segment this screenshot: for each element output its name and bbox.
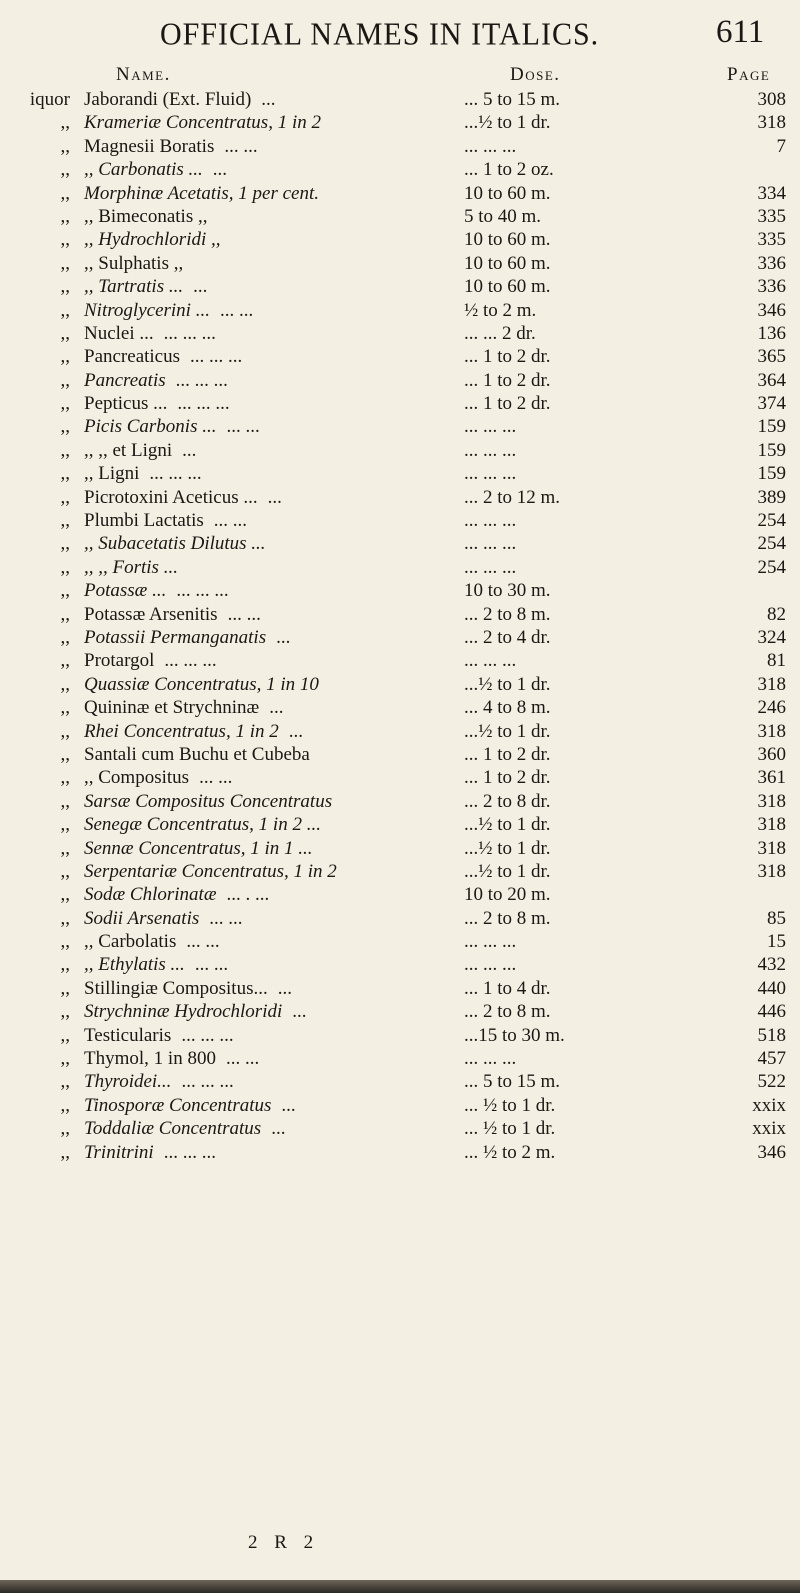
- list-item: [0, 696, 800, 719]
- entry-leader-dots: ... . ...: [226, 884, 270, 906]
- entry-prefix: ,,: [60, 837, 70, 859]
- list-item: [0, 579, 800, 602]
- page-header: [0, 14, 800, 58]
- entry-dose: 10 to 20 m.: [464, 884, 551, 906]
- entry-prefix: ,,: [60, 229, 70, 251]
- entry-page: 318: [757, 837, 786, 859]
- entry-page: 522: [757, 1071, 786, 1093]
- entry-page: 254: [757, 533, 786, 555]
- list-item: [0, 158, 800, 181]
- entry-prefix: ,,: [60, 626, 70, 648]
- entry-leader-dots: ...: [267, 486, 282, 508]
- entry-name: ,, Sulphatis ,,: [84, 252, 184, 274]
- list-item: [0, 415, 800, 438]
- entry-page: 254: [757, 510, 786, 532]
- entry-prefix: ,,: [60, 1094, 70, 1116]
- entry-page: 318: [757, 790, 786, 812]
- entry-name: Picrotoxini Aceticus ...: [84, 486, 258, 508]
- entry-dose: ... 1 to 2 dr.: [464, 767, 551, 789]
- list-item: [0, 673, 800, 696]
- entry-dose: ... 2 to 12 m.: [464, 486, 561, 508]
- entry-name: ,, Ligni: [84, 463, 140, 485]
- entry-prefix: ,,: [60, 276, 70, 298]
- entry-page: 159: [757, 416, 786, 438]
- entry-dose: ... 5 to 15 m.: [464, 1071, 561, 1093]
- entry-name: ,, ,, et Ligni: [84, 439, 173, 461]
- column-header-name: Name.: [116, 64, 171, 85]
- column-header-dose: Dose.: [510, 64, 561, 85]
- entry-name: ,, Carbonatis ...: [84, 159, 203, 181]
- entry-leader-dots: ... ...: [226, 416, 260, 438]
- list-item: [0, 369, 800, 392]
- entry-prefix: ,,: [60, 1024, 70, 1046]
- entry-name: Magnesii Boratis: [84, 135, 215, 157]
- entry-dose: ... ... ...: [464, 416, 517, 438]
- entry-page: 335: [757, 229, 786, 251]
- entry-name: ,, Tartratis ...: [84, 276, 184, 298]
- list-item: [0, 345, 800, 368]
- entry-prefix: ,,: [60, 860, 70, 882]
- entry-name: Sennæ Concentratus, 1 in 1 ...: [84, 837, 313, 859]
- entry-page: 308: [757, 89, 786, 110]
- list-item: [0, 486, 800, 509]
- entry-name: Serpentariæ Concentratus, 1 in 2: [84, 860, 337, 882]
- entry-leader-dots: ...: [271, 1118, 286, 1140]
- entry-prefix: ,,: [60, 977, 70, 999]
- entry-leader-dots: ...: [292, 1001, 307, 1023]
- list-item: [0, 813, 800, 836]
- page-number: 611: [716, 14, 765, 50]
- entry-name: ,, Ethylatis ...: [84, 954, 185, 976]
- entry-prefix: ,,: [60, 673, 70, 695]
- entry-dose: ... 5 to 15 m.: [464, 89, 561, 110]
- entry-leader-dots: ...: [276, 626, 291, 648]
- list-item: [0, 603, 800, 626]
- list-item: [0, 299, 800, 322]
- entry-page: 335: [757, 205, 786, 227]
- entry-leader-dots: ... ... ...: [181, 1024, 234, 1046]
- entry-prefix: ,,: [60, 790, 70, 812]
- entry-dose: ...15 to 30 m.: [464, 1024, 565, 1046]
- entry-page: 318: [757, 673, 786, 695]
- entry-dose: ... ... ...: [464, 439, 517, 461]
- entry-list: [0, 88, 800, 1164]
- entry-name: Nuclei ...: [84, 322, 154, 344]
- entry-dose: ... 1 to 2 dr.: [464, 346, 551, 368]
- entry-name: Rhei Concentratus, 1 in 2: [84, 720, 279, 742]
- entry-page: xxix: [752, 1118, 786, 1140]
- entry-page: 374: [757, 393, 786, 415]
- entry-prefix: ,,: [60, 580, 70, 602]
- entry-dose: ... 1 to 2 dr.: [464, 369, 551, 391]
- entry-name: Sarsæ Compositus Concentratus: [84, 790, 333, 812]
- entry-prefix: ,,: [60, 393, 70, 415]
- list-item: [0, 392, 800, 415]
- entry-page: 365: [757, 346, 786, 368]
- list-item: [0, 556, 800, 579]
- list-item: [0, 1141, 800, 1164]
- entry-page: 85: [767, 907, 786, 929]
- entry-name: Potassæ ...: [84, 580, 167, 602]
- list-item: [0, 626, 800, 649]
- entry-name: Toddaliæ Concentratus: [84, 1118, 262, 1140]
- list-item: [0, 977, 800, 1000]
- entry-page: 518: [757, 1024, 786, 1046]
- entry-prefix: ,,: [60, 322, 70, 344]
- list-item: [0, 135, 800, 158]
- entry-name: ,, Compositus: [84, 767, 190, 789]
- list-item: [0, 743, 800, 766]
- entry-dose: ... 2 to 8 m.: [464, 1001, 551, 1023]
- running-title: OFFICIAL NAMES IN ITALICS.: [160, 17, 600, 52]
- entry-dose: ...½ to 1 dr.: [464, 837, 551, 859]
- entry-dose: ... 2 to 8 m.: [464, 907, 551, 929]
- list-item: [0, 860, 800, 883]
- entry-dose: ...½ to 1 dr.: [464, 112, 551, 134]
- entry-leader-dots: ...: [261, 89, 276, 110]
- entry-dose: 10 to 60 m.: [464, 252, 551, 274]
- signature-mark: 2 R 2: [248, 1532, 320, 1553]
- entry-name: Plumbi Lactatis: [84, 510, 204, 532]
- entry-leader-dots: ... ...: [186, 931, 220, 953]
- entry-dose: ... ½ to 2 m.: [464, 1141, 556, 1163]
- entry-dose: 10 to 60 m.: [464, 182, 551, 204]
- entry-name: Pepticus ...: [84, 393, 168, 415]
- entry-dose: ... ... ...: [464, 931, 517, 953]
- entry-dose: ... ½ to 1 dr.: [464, 1094, 556, 1116]
- entry-dose: ...½ to 1 dr.: [464, 814, 551, 836]
- entry-prefix: ,,: [60, 954, 70, 976]
- entry-page: 360: [757, 743, 786, 765]
- entry-dose: ... ... ...: [464, 510, 517, 532]
- entry-leader-dots: ... ...: [227, 603, 261, 625]
- list-item: [0, 275, 800, 298]
- entry-name: Sodii Arsenatis: [84, 907, 200, 929]
- entry-leader-dots: ...: [212, 159, 228, 181]
- list-item: [0, 1117, 800, 1140]
- entry-leader-dots: ...: [182, 439, 197, 461]
- entry-page: 246: [757, 697, 786, 719]
- list-item: [0, 790, 800, 813]
- entry-leader-dots: ... ...: [209, 907, 243, 929]
- entry-page: 82: [767, 603, 786, 625]
- entry-leader-dots: ...: [269, 697, 284, 719]
- entry-prefix: ,,: [60, 182, 70, 204]
- list-item: [0, 532, 800, 555]
- entry-leader-dots: ... ...: [224, 135, 258, 157]
- entry-name: Trinitrini: [84, 1141, 154, 1163]
- entry-dose: ... 2 to 8 dr.: [464, 790, 551, 812]
- entry-name: Krameriæ Concentratus, 1 in 2: [84, 112, 321, 134]
- entry-name: Picis Carbonis ...: [84, 416, 217, 438]
- list-item: [0, 720, 800, 743]
- entry-page: 446: [757, 1001, 786, 1023]
- entry-dose: ... 1 to 2 dr.: [464, 393, 551, 415]
- entry-prefix: ,,: [60, 697, 70, 719]
- list-item: [0, 953, 800, 976]
- list-item: [0, 837, 800, 860]
- list-item: [0, 930, 800, 953]
- entry-page: 361: [757, 767, 786, 789]
- list-item: [0, 462, 800, 485]
- entry-name: Thyroidei...: [84, 1071, 172, 1093]
- entry-dose: ... 2 to 8 m.: [464, 603, 551, 625]
- entry-name: Potassii Permanganatis: [84, 626, 267, 648]
- list-item: [0, 509, 800, 532]
- entry-name: Santali cum Buchu et Cubeba: [84, 743, 310, 765]
- entry-leader-dots: ... ... ...: [163, 322, 216, 344]
- entry-dose: ... ... ...: [464, 650, 517, 672]
- list-item: [0, 228, 800, 251]
- entry-prefix: ,,: [60, 463, 70, 485]
- column-header-page: Page: [727, 64, 771, 85]
- entry-name: Quassiæ Concentratus, 1 in 10: [84, 673, 319, 695]
- entry-page: xxix: [752, 1094, 786, 1116]
- entry-page: 318: [757, 860, 786, 882]
- entry-name: ,, ,, Fortis ...: [84, 556, 178, 578]
- entry-page: 336: [757, 276, 786, 298]
- entry-prefix: ,,: [60, 884, 70, 906]
- entry-dose: ... 1 to 2 oz.: [464, 159, 554, 181]
- entry-prefix: ,,: [60, 767, 70, 789]
- entry-leader-dots: ... ... ...: [190, 346, 243, 368]
- entry-leader-dots: ... ...: [219, 299, 254, 321]
- entry-prefix: ,,: [60, 252, 70, 274]
- entry-dose: ... 4 to 8 m.: [464, 697, 551, 719]
- list-item: [0, 88, 800, 111]
- entry-dose: ... ... ...: [464, 463, 517, 485]
- entry-name: Strychninæ Hydrochloridi: [84, 1001, 283, 1023]
- entry-dose: ... ... ...: [464, 1048, 517, 1070]
- entry-prefix: ,,: [60, 1071, 70, 1093]
- entry-dose: 5 to 40 m.: [464, 205, 542, 227]
- entry-leader-dots: ...: [288, 720, 303, 742]
- entry-prefix: ,,: [60, 533, 70, 555]
- entry-leader-dots: ... ... ...: [164, 650, 217, 672]
- list-item: [0, 1024, 800, 1047]
- entry-name: ,, Hydrochloridi ,,: [84, 229, 221, 251]
- list-item: [0, 182, 800, 205]
- entry-prefix: ,,: [60, 486, 70, 508]
- entry-page: 346: [757, 1141, 786, 1163]
- entry-dose: 10 to 60 m.: [464, 229, 551, 251]
- entry-dose: 10 to 60 m.: [464, 276, 551, 298]
- list-item: [0, 1094, 800, 1117]
- entry-dose: ½ to 2 m.: [464, 299, 537, 321]
- entry-prefix: ,,: [60, 1141, 70, 1163]
- entry-prefix: ,,: [60, 346, 70, 368]
- entry-dose: ...½ to 1 dr.: [464, 860, 551, 882]
- entry-leader-dots: ...: [277, 977, 292, 999]
- list-item: [0, 439, 800, 462]
- entry-page: 254: [757, 556, 786, 578]
- entry-prefix: ,,: [60, 135, 70, 157]
- entry-prefix: ,,: [60, 510, 70, 532]
- entry-page: 318: [757, 112, 786, 134]
- entry-name: Stillingiæ Compositus...: [84, 977, 268, 999]
- entry-page: 389: [757, 486, 786, 508]
- entry-dose: ...½ to 1 dr.: [464, 673, 551, 695]
- entry-prefix: ,,: [60, 650, 70, 672]
- entry-leader-dots: ... ...: [213, 510, 248, 532]
- entry-prefix: ,,: [60, 1001, 70, 1023]
- entry-prefix: ,,: [60, 1118, 70, 1140]
- entry-name: ,, Subacetatis Dilutus ...: [84, 533, 266, 555]
- list-item: [0, 1000, 800, 1023]
- entry-name: Quininæ et Strychninæ: [84, 697, 260, 719]
- entry-name: ,, Bimeconatis ,,: [84, 205, 208, 227]
- list-item: [0, 649, 800, 672]
- page-edge-shadow: [0, 1580, 800, 1593]
- entry-leader-dots: ... ... ...: [181, 1071, 234, 1093]
- entry-leader-dots: ...: [193, 276, 208, 298]
- entry-prefix: ,,: [60, 416, 70, 438]
- entry-leader-dots: ... ... ...: [175, 369, 228, 391]
- entry-dose: ... 1 to 2 dr.: [464, 743, 551, 765]
- entry-page: 7: [776, 135, 786, 157]
- entry-dose: ... ... ...: [464, 135, 517, 157]
- entry-prefix: iquor: [29, 89, 70, 110]
- entry-prefix: ,,: [60, 743, 70, 765]
- entry-leader-dots: ... ... ...: [163, 1141, 216, 1163]
- entry-page: 440: [757, 977, 786, 999]
- entry-dose: ... ... ...: [464, 954, 517, 976]
- entry-leader-dots: ... ... ...: [177, 393, 230, 415]
- entry-page: 346: [757, 299, 786, 321]
- entry-prefix: ,,: [60, 439, 70, 461]
- entry-prefix: ,,: [60, 931, 70, 953]
- entry-name: Morphinæ Acetatis, 1 per cent.: [84, 182, 320, 204]
- list-item: [0, 205, 800, 228]
- entry-prefix: ,,: [60, 720, 70, 742]
- entry-leader-dots: ...: [281, 1094, 296, 1116]
- list-item: [0, 252, 800, 275]
- entry-leader-dots: ... ...: [225, 1048, 260, 1070]
- entry-dose: ...½ to 1 dr.: [464, 720, 551, 742]
- entry-leader-dots: ... ... ...: [176, 580, 229, 602]
- entry-name: Protargol: [84, 650, 155, 672]
- entry-dose: ... 2 to 4 dr.: [464, 626, 551, 648]
- entry-dose: ... ... ...: [464, 556, 517, 578]
- list-item: [0, 1070, 800, 1093]
- entry-name: ,, Carbolatis: [84, 931, 177, 953]
- entry-dose: ... ... 2 dr.: [464, 322, 536, 344]
- entry-page: 336: [757, 252, 786, 274]
- entry-prefix: ,,: [60, 369, 70, 391]
- entry-name: Jaborandi (Ext. Fluid): [84, 89, 252, 110]
- entry-name: Nitroglycerini ...: [84, 299, 210, 321]
- entry-page: 159: [757, 439, 786, 461]
- entry-leader-dots: ... ...: [199, 767, 233, 789]
- list-item: [0, 1047, 800, 1070]
- entry-page: 334: [757, 182, 786, 204]
- entry-page: 432: [757, 954, 786, 976]
- entry-dose: ... ... ...: [464, 533, 517, 555]
- entry-name: Senegæ Concentratus, 1 in 2 ...: [84, 814, 321, 836]
- entry-name: Tinosporæ Concentratus: [84, 1094, 272, 1116]
- entry-leader-dots: ... ... ...: [149, 463, 202, 485]
- entry-prefix: ,,: [60, 1048, 70, 1070]
- entry-page: 457: [757, 1048, 786, 1070]
- entry-prefix: ,,: [60, 205, 70, 227]
- entry-dose: ... 1 to 4 dr.: [464, 977, 551, 999]
- entry-page: 136: [757, 322, 786, 344]
- entry-name: Testicularis: [84, 1024, 172, 1046]
- entry-page: 159: [757, 463, 786, 485]
- entry-page: 324: [757, 626, 786, 648]
- list-item: [0, 883, 800, 906]
- entry-name: Sodæ Chlorinatæ: [84, 884, 217, 906]
- entry-prefix: ,,: [60, 603, 70, 625]
- entry-page: 81: [767, 650, 786, 672]
- list-item: [0, 766, 800, 789]
- entry-page: 364: [757, 369, 786, 391]
- entry-page: 318: [757, 720, 786, 742]
- entry-leader-dots: ... ...: [194, 954, 229, 976]
- entry-prefix: ,,: [60, 907, 70, 929]
- entry-page: 318: [757, 814, 786, 836]
- entry-name: Pancreaticus: [84, 346, 181, 368]
- entry-prefix: ,,: [60, 299, 70, 321]
- list-item: [0, 322, 800, 345]
- entry-name: Pancreatis: [84, 369, 166, 391]
- entry-dose: 10 to 30 m.: [464, 580, 551, 602]
- entry-prefix: ,,: [60, 814, 70, 836]
- list-item: [0, 111, 800, 134]
- entry-name: Potassæ Arsenitis: [84, 603, 218, 625]
- entry-page: 15: [767, 931, 786, 953]
- entry-prefix: ,,: [60, 556, 70, 578]
- list-item: [0, 907, 800, 930]
- entry-prefix: ,,: [60, 159, 70, 181]
- entry-name: Thymol, 1 in 800: [84, 1048, 216, 1070]
- entry-dose: ... ½ to 1 dr.: [464, 1118, 556, 1140]
- entry-prefix: ,,: [60, 112, 70, 134]
